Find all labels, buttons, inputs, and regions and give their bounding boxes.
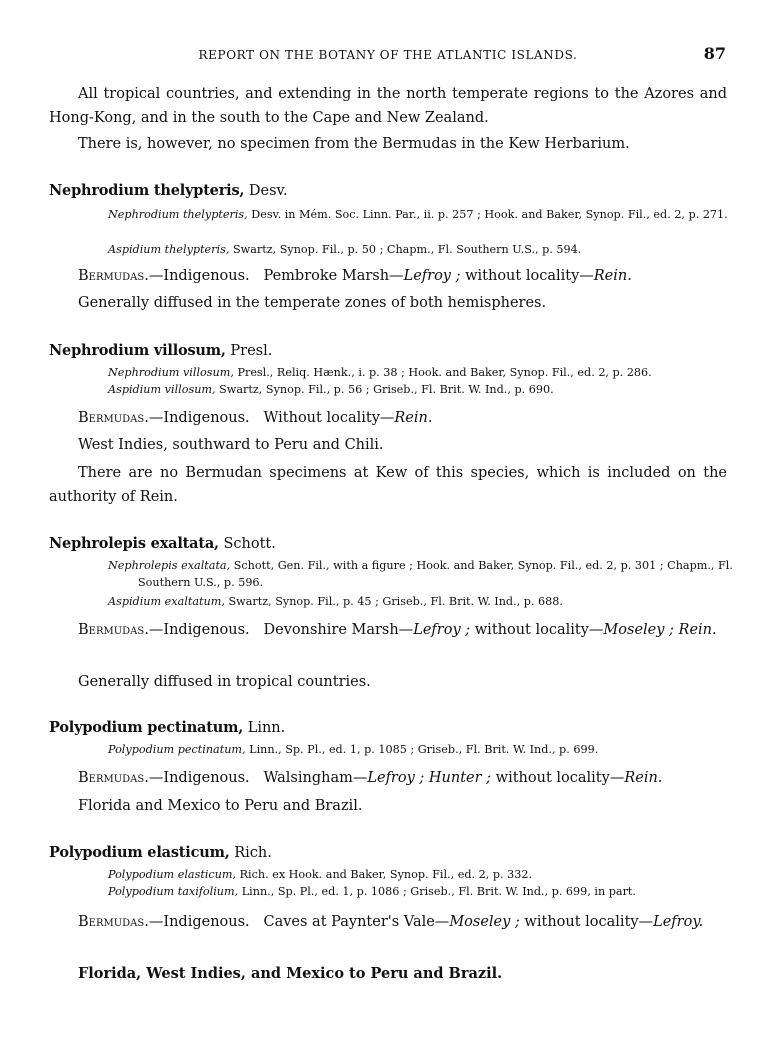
reference-citation: Linn., Sp. Pl., ed. 1, p. 1085 ; Griseb., Fl. Brit. W. Ind., p. 699. bbox=[249, 743, 599, 756]
locality: Without locality— bbox=[263, 410, 395, 426]
collector: Rein. bbox=[624, 770, 663, 786]
reference-taxon: Aspidium thelypteris, bbox=[108, 243, 230, 256]
locality: without locality— bbox=[519, 914, 654, 930]
reference-taxon: Aspidium exaltatum, bbox=[108, 595, 225, 608]
reference-line bbox=[108, 741, 728, 758]
status: —Indigenous. bbox=[148, 914, 250, 930]
note-paragraph: There are no Bermudan specimens at Kew of this species, which is included on the authority of Rein. bbox=[49, 465, 727, 505]
collector: Rein. bbox=[394, 410, 433, 426]
reference-line bbox=[108, 557, 758, 591]
distribution: Generally diffused in tropical countries. bbox=[78, 674, 371, 690]
bermudas-label: Bermudas. bbox=[78, 410, 149, 426]
species-name: Polypodium pectinatum, bbox=[49, 719, 244, 736]
reference-line bbox=[108, 381, 728, 398]
reference-citation: Presl., Reliq. Hænk., i. p. 38 ; Hook. and Baker, Synop. Fil., ed. 2, p. 286. bbox=[237, 366, 652, 379]
species-name: Nephrodium villosum, bbox=[49, 342, 226, 359]
bermudas-record bbox=[49, 910, 727, 934]
status: —Indigenous. bbox=[148, 410, 250, 426]
page-number: 87 bbox=[703, 44, 726, 63]
locality: Caves at Paynter's Vale— bbox=[263, 914, 450, 930]
species-author: Rich. bbox=[234, 845, 272, 861]
bermudas-record bbox=[49, 264, 727, 288]
running-head: REPORT ON THE BOTANY OF THE ATLANTIC ISLANDS. bbox=[198, 48, 578, 62]
reference-citation: Linn., Sp. Pl., ed. 1, p. 1086 ; Griseb., Fl. Brit. W. Ind., p. 699, in part. bbox=[241, 885, 636, 898]
species-heading bbox=[49, 843, 727, 863]
reference-citation: Desv. in Mém. Soc. Linn. Par., ii. p. 257 ; Hook. and Baker, Synop. Fil., ed. 2, p. 271. bbox=[251, 208, 728, 221]
species-name: Nephrodium thelypteris, bbox=[49, 182, 245, 199]
species-name: Nephrolepis exaltata, bbox=[49, 535, 219, 552]
intro-paragraph: All tropical countries, and extending in the north temperate regions to the Azores and Hong-Kong, and in the south to the Cape and New Zealand. bbox=[49, 86, 727, 126]
bermudas-label: Bermudas. bbox=[78, 622, 149, 638]
reference-citation: Schott, Gen. Fil., with a figure ; Hook. and Baker, Synop. Fil., ed. 2, p. 301 ; Chapm., Fl. Southern U.S., p. 596. bbox=[138, 559, 733, 589]
reference-citation: Rich. ex Hook. and Baker, Synop. Fil., ed. 2, p. 332. bbox=[239, 868, 533, 881]
reference-line bbox=[108, 593, 728, 610]
collector: Rein. bbox=[593, 268, 632, 284]
reference-line bbox=[108, 206, 758, 223]
distribution: West Indies, southward to Peru and Chili. bbox=[78, 437, 384, 453]
species-author: Linn. bbox=[247, 720, 286, 736]
reference-taxon: Aspidium villosum, bbox=[108, 383, 216, 396]
bermudas-record bbox=[49, 618, 727, 642]
locality: Pembroke Marsh— bbox=[263, 268, 404, 284]
locality: without locality— bbox=[491, 770, 625, 786]
intro-note: There is, however, no specimen from the Bermudas in the Kew Herbarium. bbox=[78, 136, 630, 152]
collector: Lefroy. bbox=[653, 914, 704, 930]
reference-line bbox=[108, 866, 728, 883]
species-heading bbox=[49, 181, 727, 201]
reference-taxon: Polypodium pectinatum, bbox=[108, 743, 246, 756]
reference-line bbox=[108, 241, 728, 258]
status: —Indigenous. bbox=[148, 268, 250, 284]
species-heading bbox=[49, 718, 727, 738]
locality: Devonshire Marsh— bbox=[263, 622, 414, 638]
bermudas-label: Bermudas. bbox=[78, 914, 149, 930]
reference-citation: Swartz, Synop. Fil., p. 50 ; Chapm., Fl. Southern U.S., p. 594. bbox=[232, 243, 582, 256]
bermudas-label: Bermudas. bbox=[78, 770, 149, 786]
species-author: Presl. bbox=[230, 343, 273, 359]
reference-taxon: Polypodium elasticum, bbox=[108, 868, 237, 881]
page-header bbox=[0, 44, 776, 64]
reference-taxon: Polypodium taxifolium, bbox=[108, 885, 239, 898]
collector: Lefroy ; Hunter ; bbox=[367, 770, 492, 786]
species-author: Desv. bbox=[248, 183, 288, 199]
status: —Indigenous. bbox=[148, 622, 250, 638]
reference-line bbox=[108, 883, 728, 900]
distribution: Florida and Mexico to Peru and Brazil. bbox=[78, 798, 363, 814]
distribution: Florida, West Indies, and Mexico to Peru and Brazil. bbox=[78, 965, 503, 982]
reference-taxon: Nephrodium villosum, bbox=[108, 366, 234, 379]
reference-citation: Swartz, Synop. Fil., p. 45 ; Griseb., Fl. Brit. W. Ind., p. 688. bbox=[228, 595, 563, 608]
reference-taxon: Nephrodium thelypteris, bbox=[108, 208, 248, 221]
species-author: Schott. bbox=[223, 536, 276, 552]
species-name: Polypodium elasticum, bbox=[49, 844, 230, 861]
species-heading bbox=[49, 534, 727, 554]
bermudas-record bbox=[49, 766, 727, 790]
collector: Lefroy ; bbox=[413, 622, 471, 638]
locality: without locality— bbox=[470, 622, 604, 638]
reference-line bbox=[108, 364, 728, 381]
locality: Walsingham— bbox=[263, 770, 368, 786]
distribution: Generally diffused in the temperate zones of both hemispheres. bbox=[78, 295, 547, 311]
locality: without locality— bbox=[460, 268, 594, 284]
reference-citation: Swartz, Synop. Fil., p. 56 ; Griseb., Fl. Brit. W. Ind., p. 690. bbox=[219, 383, 554, 396]
status: —Indigenous. bbox=[148, 770, 250, 786]
bermudas-record bbox=[49, 406, 727, 430]
collector: Moseley ; Rein. bbox=[603, 622, 717, 638]
bermudas-label: Bermudas. bbox=[78, 268, 149, 284]
collector: Moseley ; bbox=[449, 914, 520, 930]
collector: Lefroy ; bbox=[403, 268, 461, 284]
reference-taxon: Nephrolepis exaltata, bbox=[108, 559, 231, 572]
species-heading bbox=[49, 341, 727, 361]
